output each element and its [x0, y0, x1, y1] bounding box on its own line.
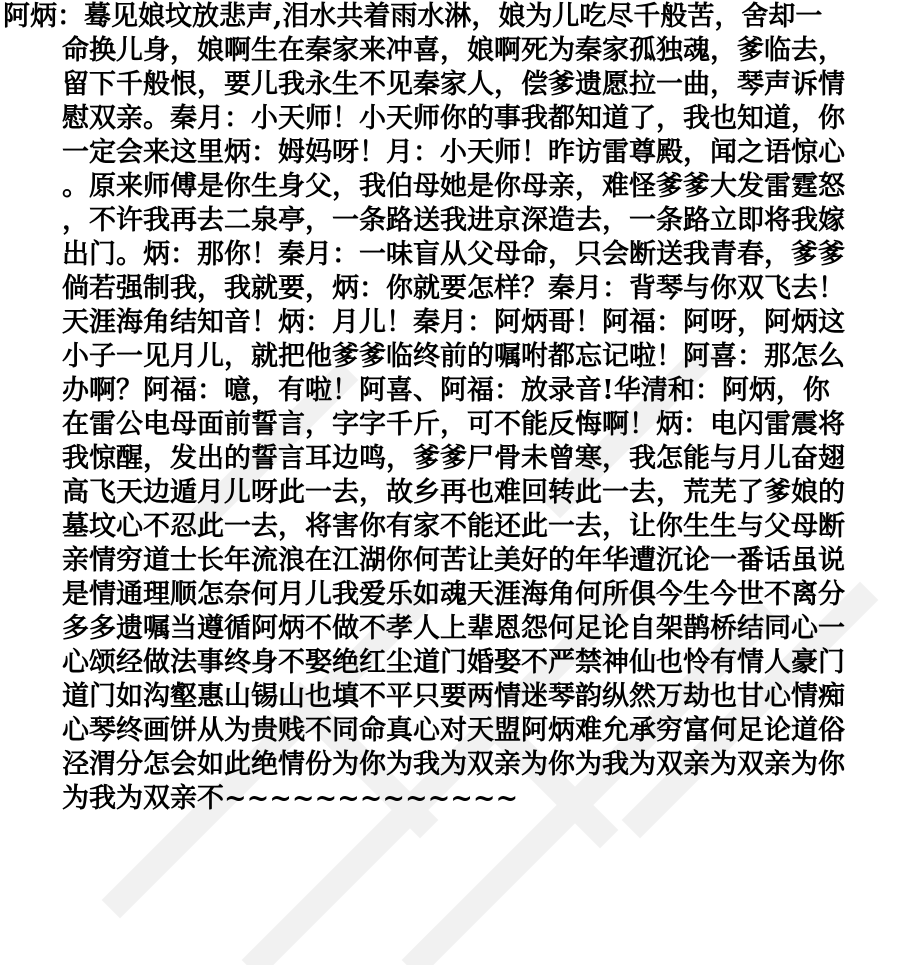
lyric-line: 出门。炳：那你！秦月：一味盲从父母命，只会断送我青春，爹爹: [62, 239, 845, 270]
lyric-line: 道门如沟壑惠山锡山也填不平只要两情迷琴韵纵然万劫也甘心情痴: [62, 681, 845, 712]
lyric-line: 是情通理顺怎奈何月儿我爱乐如魂天涯海角何所俱今生今世不离分: [62, 579, 845, 610]
lyric-line: 亲情穷道士长年流浪在江湖你何苦让美好的年华遭沉论一番话虽说: [62, 545, 845, 576]
lyric-line: 我惊醒，发出的誓言耳边鸣，爹爹尸骨未曾寒，我怎能与月儿奋翅: [62, 443, 845, 474]
lyric-line: 慰双亲。秦月：小天师！小天师你的事我都知道了，我也知道，你: [62, 103, 845, 134]
lyric-line: 办啊？阿福：噫，有啦！阿喜、阿福：放录音!华清和：阿炳，你: [62, 375, 830, 406]
lyric-line: 一定会来这里炳：姆妈呀！月：小天师！昨访雷尊殿，闻之语惊心: [62, 137, 845, 168]
lyric-line: 命换儿身，娘啊生在秦家来冲喜，娘啊死为秦家孤独魂，爹临去，: [62, 35, 845, 66]
lyric-line: 心颂经做法事终身不娶绝红尘道门婚娶不严禁神仙也怜有情人豪门: [62, 647, 845, 678]
lyric-line: 高飞天边遁月儿呀此一去，故乡再也难回转此一去，荒芜了爹娘的: [62, 477, 845, 508]
lyric-line: 为我为双亲不~~~~~~~~~~~~~: [62, 783, 519, 814]
lyrics-text-block: [3, 0, 883, 816]
lyric-line: 留下千般恨，要儿我永生不见秦家人，偿爹遗愿拉一曲，琴声诉情: [62, 69, 845, 100]
lyric-line: 墓坟心不忍此一去，将害你有家不能还此一去，让你生生与父母断: [62, 511, 845, 542]
lyric-line: 多多遗嘱当遵循阿炳不做不孝人上辈恩怨何足论自架鹊桥结同心一: [62, 613, 845, 644]
lyric-line: [3, 0, 883, 34]
lyric-line: 天涯海角结知音！炳：月儿！秦月：阿炳哥！阿福：阿呀，阿炳这: [62, 307, 845, 338]
lyric-line: ，不许我再去二泉亭，一条路送我进京深造去，一条路立即将我嫁: [62, 205, 845, 236]
lyric-line: 。原来师傅是你生身父，我伯母她是你母亲，难怪爹爹大发雷霆怒: [62, 171, 845, 202]
lyric-text: 蓦见娘坟放悲声,泪水共着雨水淋，娘为儿吃尽千般苦，舍却一: [84, 1, 823, 32]
lyric-line: 倘若强制我，我就要，炳：你就要怎样？秦月：背琴与你双飞去！: [62, 273, 845, 304]
lyric-line: 泾渭分怎会如此绝情份为你为我为双亲为你为我为双亲为双亲为你: [62, 749, 845, 780]
speaker-label: 阿炳：: [3, 1, 84, 32]
lyric-line: 小子一见月儿，就把他爹爹临终前的嘱咐都忘记啦！阿喜：那怎么: [62, 341, 845, 372]
lyric-line: 心琴终画饼从为贵贱不同命真心对天盟阿炳难允承穷富何足论道俗: [62, 715, 845, 746]
lyric-line: 在雷公电母面前誓言，字字千斤，可不能反悔啊！炳：电闪雷震将: [62, 409, 845, 440]
